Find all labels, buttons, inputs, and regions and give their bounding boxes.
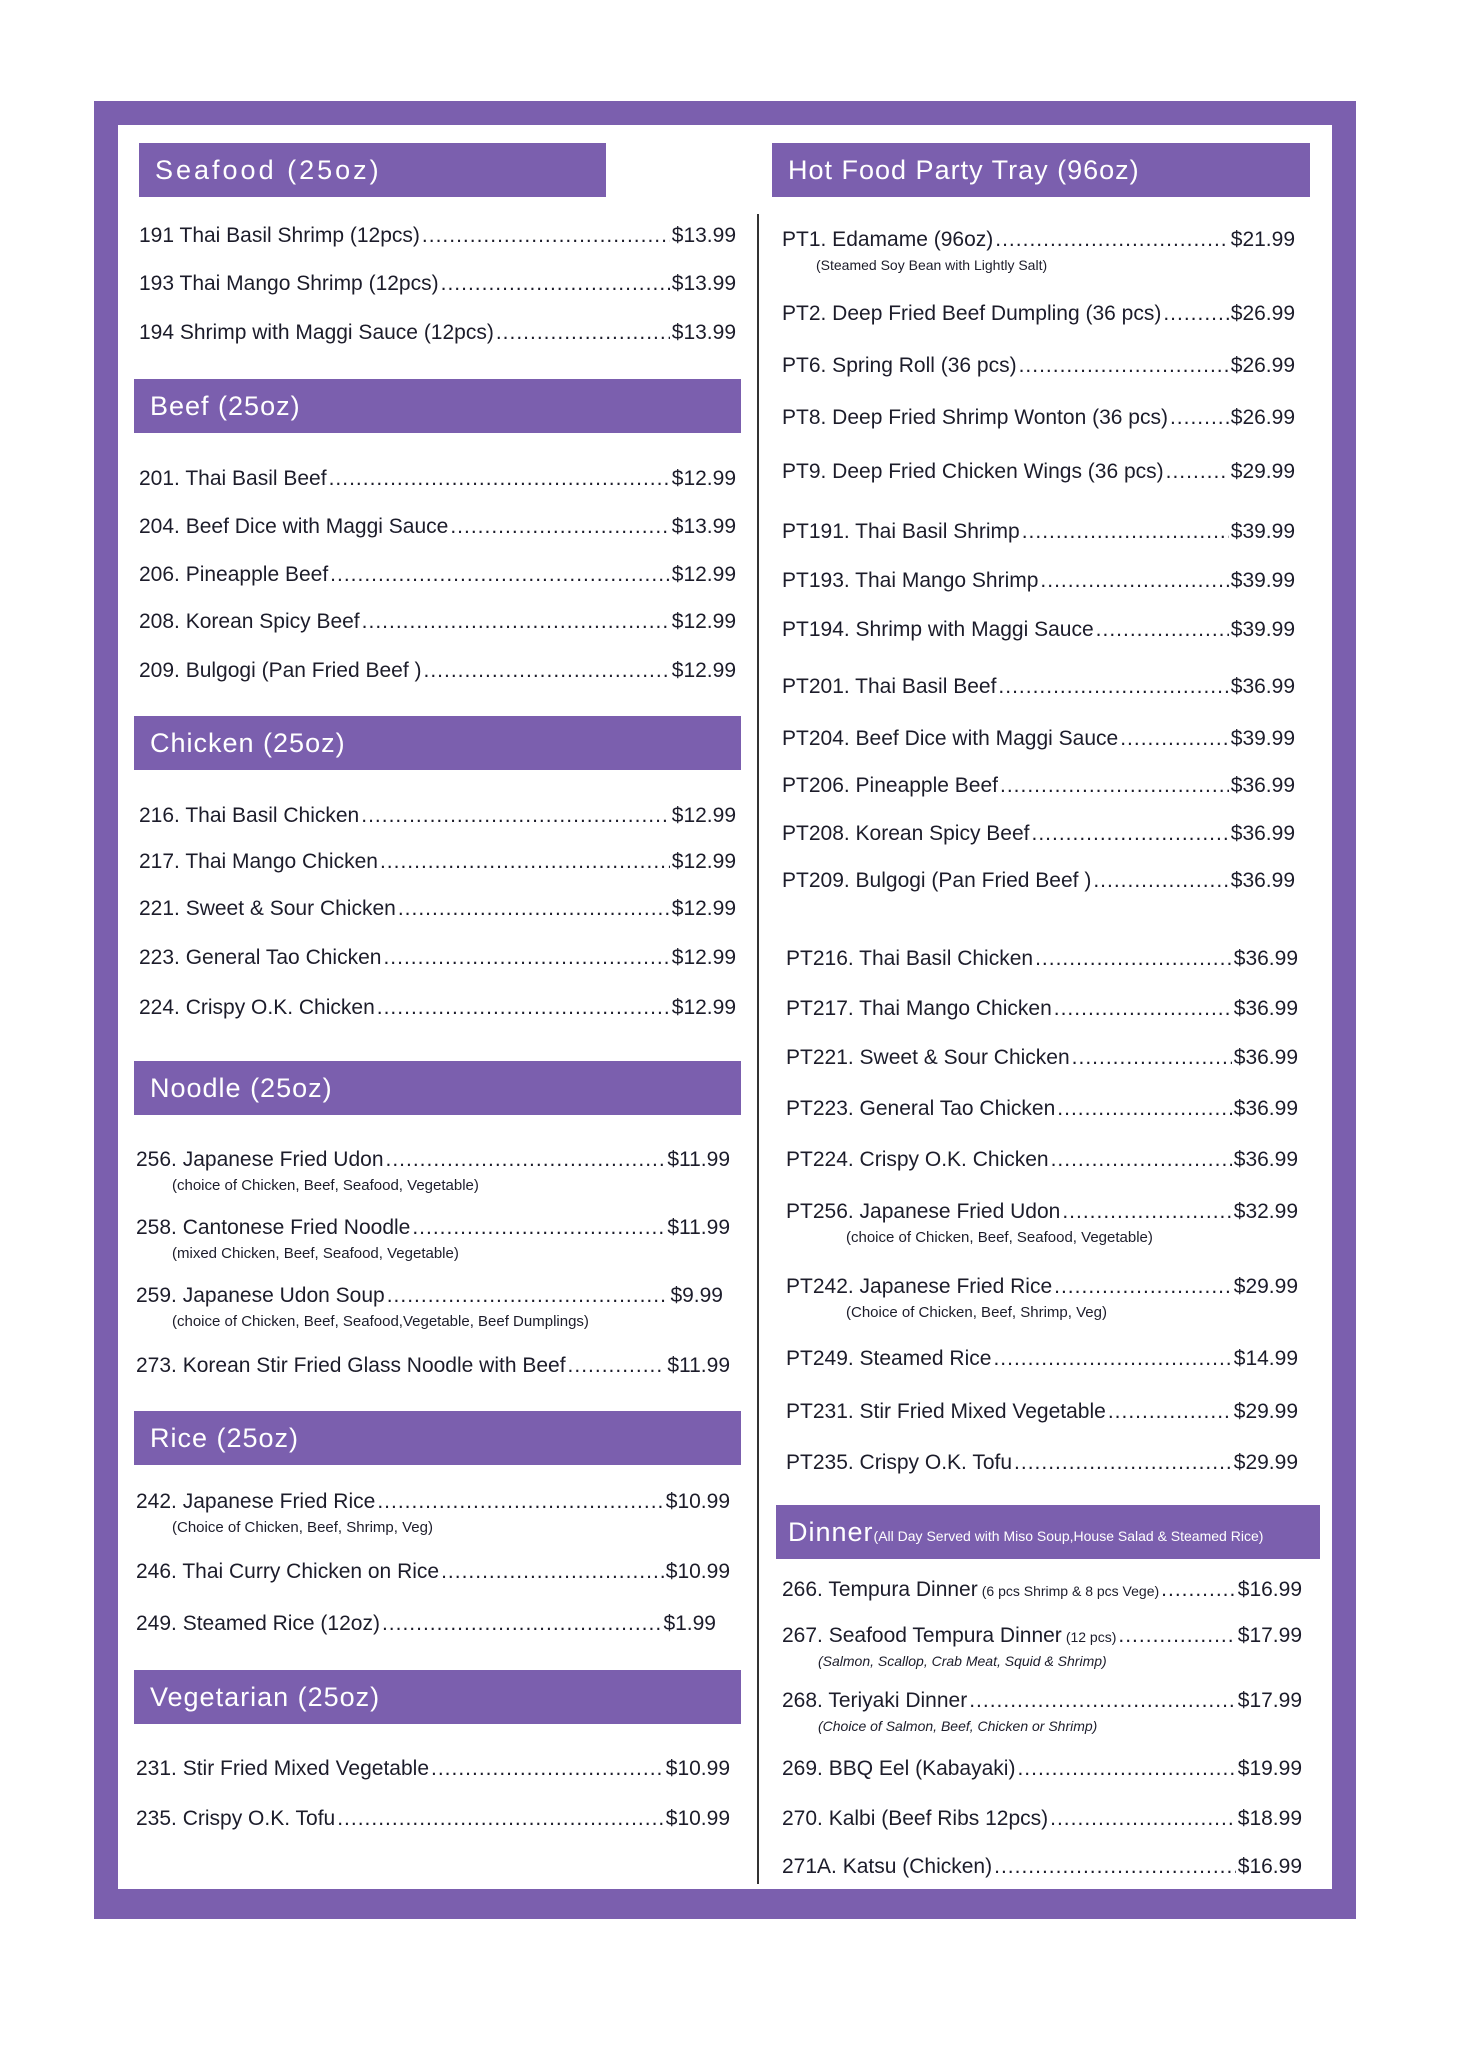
item-note: (Choice of Chicken, Beef, Shrimp, Veg) [846,1304,1107,1321]
item-price: $26.99 [1230,302,1295,325]
menu-item [782,727,1295,751]
menu-item [136,1284,723,1330]
section-header-seafood: Seafood (25oz) [139,143,606,197]
item-price: $36.99 [1230,822,1295,845]
menu-item [782,1689,1302,1734]
item-detail: (12 pcs) [1065,1629,1117,1645]
item-price: $16.99 [1237,1578,1302,1601]
item-name: 194 Shrimp with Maggi Sauce (12pcs) [139,321,494,344]
dinner-title-note: (All Day Served with Miso Soup,House Salad & Steamed Rice) [873,1528,1264,1544]
item-name: PT9. Deep Fried Chicken Wings (36 pcs) [782,460,1164,483]
item-note: (Steamed Soy Bean with Lightly Salt) [816,257,1048,273]
section-header-dinner [776,1505,1320,1559]
item-price: $39.99 [1230,618,1295,641]
menu-item [139,996,736,1020]
item-name: 221. Sweet & Sour Chicken [139,897,396,920]
item-price: $36.99 [1230,774,1295,797]
item-price: $13.99 [671,272,736,295]
menu-item [139,804,736,828]
menu-item [786,1347,1298,1371]
item-name: PT223. General Tao Chicken [786,1097,1056,1120]
item-name: 266. Tempura Dinner [782,1578,978,1601]
item-price: $39.99 [1230,569,1295,592]
menu-item [136,1216,730,1262]
item-price: $36.99 [1230,675,1295,698]
item-name: PT206. Pineapple Beef [782,774,998,797]
menu-item [139,467,736,491]
section-header-party-tray: Hot Food Party Tray (96oz) [772,143,1310,197]
menu-item [139,224,736,248]
item-name: PT216. Thai Basil Chicken [786,947,1034,970]
menu-item [786,1097,1298,1121]
item-detail: (6 pcs Shrimp & 8 pcs Vege) [981,1583,1160,1599]
item-price: $12.99 [671,850,736,873]
item-price: $36.99 [1230,869,1295,892]
item-price: $32.99 [1233,1200,1298,1223]
menu-item [139,850,736,874]
menu-item [782,618,1295,642]
menu-item [782,569,1295,593]
menu-item [136,1354,730,1378]
item-name: PT191. Thai Basil Shrimp [782,520,1020,543]
item-price: $13.99 [671,321,736,344]
section-header-noodle: Noodle (25oz) [134,1061,741,1115]
menu-item [786,1275,1298,1321]
item-name: PT249. Steamed Rice [786,1347,992,1370]
item-name: PT256. Japanese Fried Udon [786,1200,1061,1223]
menu-item [782,406,1295,430]
item-name: 224. Crispy O.K. Chicken [139,996,375,1019]
menu-item [782,302,1295,326]
menu-item [782,1757,1302,1781]
item-name: 273. Korean Stir Fried Glass Noodle with Beef [136,1354,566,1377]
menu-item [136,1148,730,1194]
item-name: 208. Korean Spicy Beef [139,610,360,633]
menu-item [782,1624,1302,1669]
item-name: 191 Thai Basil Shrimp (12pcs) [139,224,420,247]
item-note: (Choice of Salmon, Beef, Chicken or Shrimp) [818,1718,1098,1734]
menu-item [136,1807,730,1831]
menu-item [782,1578,1302,1602]
dinner-title: Dinner [788,1517,874,1547]
item-name: 223. General Tao Chicken [139,946,382,969]
item-price: $10.99 [665,1757,730,1780]
item-price: $12.99 [671,659,736,682]
item-price: $9.99 [670,1284,723,1307]
item-name: PT231. Stir Fried Mixed Vegetable [786,1400,1106,1423]
item-price: $29.99 [1233,1275,1298,1298]
item-name: PT209. Bulgogi (Pan Fried Beef ) [782,869,1092,892]
item-name: 259. Japanese Udon Soup [136,1284,385,1307]
item-price: $13.99 [671,515,736,538]
item-price: $12.99 [671,563,736,586]
menu-item [139,563,736,587]
item-name: 268. Teriyaki Dinner [782,1689,968,1712]
item-name: 256. Japanese Fried Udon [136,1148,384,1171]
menu-item [136,1490,730,1536]
menu-item [786,1451,1298,1475]
menu-item [782,869,1295,893]
item-name: PT201. Thai Basil Beef [782,675,997,698]
item-price: $21.99 [1230,228,1295,251]
item-price: $19.99 [1237,1757,1302,1780]
item-name: 201. Thai Basil Beef [139,467,327,490]
menu-item [786,1400,1298,1424]
menu-item [139,897,736,921]
item-price: $11.99 [667,1354,730,1377]
menu-item [139,946,736,970]
menu-item [139,515,736,539]
item-price: $29.99 [1230,460,1295,483]
item-price: $29.99 [1233,1400,1298,1423]
item-note: (choice of Chicken, Beef, Seafood, Vegetable) [172,1177,479,1194]
item-price: $1.99 [663,1612,716,1635]
menu-item [136,1612,716,1636]
item-price: $11.99 [667,1216,730,1239]
item-name: PT193. Thai Mango Shrimp [782,569,1039,592]
item-name: PT221. Sweet & Sour Chicken [786,1046,1070,1069]
item-name: 267. Seafood Tempura Dinner [782,1624,1062,1647]
item-name: 235. Crispy O.K. Tofu [136,1807,336,1830]
item-name: 204. Beef Dice with Maggi Sauce [139,515,449,538]
item-name: 231. Stir Fried Mixed Vegetable [136,1757,429,1780]
menu-item [782,675,1295,699]
item-name: 209. Bulgogi (Pan Fried Beef ) [139,659,422,682]
item-name: 242. Japanese Fried Rice [136,1490,376,1513]
menu-item [782,228,1295,273]
item-price: $12.99 [671,897,736,920]
item-price: $12.99 [671,996,736,1019]
menu-item [782,354,1295,378]
item-name: 216. Thai Basil Chicken [139,804,360,827]
item-name: PT208. Korean Spicy Beef [782,822,1030,845]
item-name: 246. Thai Curry Chicken on Rice [136,1560,440,1583]
menu-item [136,1560,730,1584]
item-note: (mixed Chicken, Beef, Seafood, Vegetable) [172,1245,459,1262]
item-name: PT235. Crispy O.K. Tofu [786,1451,1013,1474]
item-price: $36.99 [1233,1148,1298,1171]
item-name: PT242. Japanese Fried Rice [786,1275,1053,1298]
item-price: $36.99 [1233,947,1298,970]
menu-item [139,659,736,683]
item-price: $12.99 [671,610,736,633]
item-name: 270. Kalbi (Beef Ribs 12pcs) [782,1807,1049,1830]
menu-item [782,460,1295,484]
item-price: $26.99 [1230,354,1295,377]
item-name: PT1. Edamame (96oz) [782,228,994,251]
item-price: $12.99 [671,467,736,490]
item-price: $17.99 [1237,1624,1302,1647]
item-price: $12.99 [671,946,736,969]
section-header-chicken: Chicken (25oz) [134,716,741,770]
item-name: 193 Thai Mango Shrimp (12pcs) [139,272,439,295]
item-price: $18.99 [1237,1807,1302,1830]
column-divider [757,214,759,1884]
item-price: $26.99 [1230,406,1295,429]
menu-item [139,321,736,345]
item-name: PT6. Spring Roll (36 pcs) [782,354,1017,377]
item-name: PT194. Shrimp with Maggi Sauce [782,618,1094,641]
item-name: 269. BBQ Eel (Kabayaki) [782,1757,1016,1780]
item-name: PT217. Thai Mango Chicken [786,997,1052,1020]
item-price: $36.99 [1233,1046,1298,1069]
menu-item [782,1855,1302,1879]
menu-item [786,1046,1298,1070]
section-header-vegetarian: Vegetarian (25oz) [134,1670,741,1724]
item-price: $39.99 [1230,727,1295,750]
item-note: (choice of Chicken, Beef, Seafood,Vegetable, Beef Dumplings) [172,1313,589,1330]
menu-item [139,610,736,634]
item-price: $10.99 [665,1560,730,1583]
item-price: $13.99 [671,224,736,247]
menu-item [782,520,1295,544]
item-price: $17.99 [1237,1689,1302,1712]
item-price: $29.99 [1233,1451,1298,1474]
menu-item [136,1757,730,1781]
item-price: $39.99 [1230,520,1295,543]
item-note: (choice of Chicken, Beef, Seafood, Vegetable) [846,1229,1153,1246]
item-price: $11.99 [667,1148,730,1171]
menu-item [782,822,1295,846]
section-header-rice: Rice (25oz) [134,1411,741,1465]
item-price: $10.99 [665,1490,730,1513]
item-name: 206. Pineapple Beef [139,563,329,586]
item-name: PT204. Beef Dice with Maggi Sauce [782,727,1119,750]
menu-item [786,947,1298,971]
item-name: PT2. Deep Fried Beef Dumpling (36 pcs) [782,302,1162,325]
menu-item [786,997,1298,1021]
item-price: $36.99 [1233,1097,1298,1120]
item-name: PT8. Deep Fried Shrimp Wonton (36 pcs) [782,406,1168,429]
item-note: (Choice of Chicken, Beef, Shrimp, Veg) [172,1519,433,1536]
menu-item [782,1807,1302,1831]
item-name: 217. Thai Mango Chicken [139,850,378,873]
menu-item [786,1148,1298,1172]
item-price: $10.99 [665,1807,730,1830]
menu-item [139,272,736,296]
menu-item [786,1200,1298,1246]
item-note: (Salmon, Scallop, Crab Meat, Squid & Shrimp) [818,1653,1107,1669]
item-name: 271A. Katsu (Chicken) [782,1855,993,1878]
item-price: $14.99 [1233,1347,1298,1370]
item-price: $16.99 [1237,1855,1302,1878]
item-name: 249. Steamed Rice (12oz) [136,1612,380,1635]
section-header-beef: Beef (25oz) [134,379,741,433]
menu-item [782,774,1295,798]
item-name: PT224. Crispy O.K. Chicken [786,1148,1049,1171]
item-price: $36.99 [1233,997,1298,1020]
item-name: 258. Cantonese Fried Noodle [136,1216,411,1239]
item-price: $12.99 [671,804,736,827]
